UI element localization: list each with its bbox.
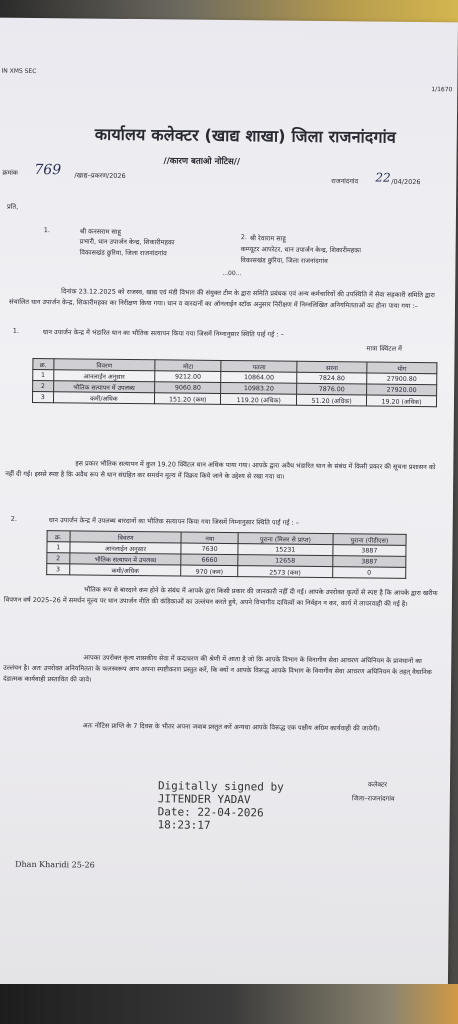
misconduct-paragraph: आपका उपरोक्त कृत्य शासकीय सेवा में कदाचरण की श्रेणी में आता है जो कि आपके विभाग के विनागीय सेवा आचरण अधिनियम के प्रावधानों का उल्लंघन है। अतः उपरोक्त अनियमितता के फलस्वरूप आप अपना स्पष्टीकरण प्रस्तुत करें, कि क्यों न आपके विरूद्ध आपके विभाग के विनागीय सेवा आचरण अधिनियम के तहत् वैधानिक दंडात्मक कार्यवाही प्रस्तावित की जावे। <box>3 653 432 684</box>
unit-note: मात्रा क्विंटल में <box>366 344 402 353</box>
table-cell: 151.20 (कम) <box>155 393 221 405</box>
point-2-text: धान उपार्जन केन्द्र में उपलब्ध बारदानों का भौतिक सत्यापन किया गया जिसमें निम्नानुसार स्थिति पाई गई : – <box>48 516 300 527</box>
table-cell: कमी/अधिक <box>69 564 181 576</box>
table-cell: 970 (कम) <box>181 565 238 577</box>
table-cell: भौतिक सत्यापन में उपलब्ध <box>69 553 181 565</box>
date-handwritten: 22 <box>375 170 391 185</box>
table-cell: 2 <box>47 553 70 564</box>
column-header: सरना <box>297 361 367 373</box>
signature-line-2: JITENDER YADAV <box>157 792 251 807</box>
table-cell: 19.20 (अधिक) <box>367 395 437 407</box>
table-cell: 1 <box>33 369 54 380</box>
ref-tail: /खाद्य–प्रकरण/2026 <box>74 171 126 180</box>
point-1-text: धान उपार्जन केन्द्र में भंडारित धान का भौतिक सत्यापन किया गया जिसमें निम्नानुसार स्थिति पाई गई : – <box>42 328 284 339</box>
table-cell: 9212.00 <box>155 371 221 383</box>
signature-line-4: 18:23:17 <box>157 818 211 832</box>
column-header: क्र. <box>47 531 70 542</box>
table-cell: 2 <box>33 380 54 391</box>
point-1-number: 1. <box>12 326 19 335</box>
addressee-1-name: श्री कनसराम साहू <box>79 227 121 236</box>
notice-page <box>0 18 458 998</box>
table-cell: 3887 <box>333 556 406 568</box>
point-2-number: 2. <box>10 514 18 523</box>
ref-label: क्रमांक <box>2 168 18 177</box>
corner-stamp-left: IN XMS SEC <box>1 67 37 75</box>
table-cell: 119.20 (अधिक) <box>221 393 297 405</box>
addressee-2-number: 2. <box>240 233 247 242</box>
table-cell: 7630 <box>181 543 238 555</box>
designation: कलेक्टर <box>367 780 387 789</box>
table-cell: आनलाईन अनुसार <box>53 370 155 382</box>
table-cell: 27920.00 <box>367 384 437 396</box>
signature-line-3: Date: 22-04-2026 <box>157 805 264 820</box>
gunny-bag-table <box>46 530 406 579</box>
column-header: योग <box>367 362 437 374</box>
signature-line-1: Digitally signed by <box>157 779 284 794</box>
office-title: कार्यालय कलेक्टर (खाद्य शाखा) जिला राजनांदगांव <box>94 124 397 147</box>
prati: प्रति, <box>6 202 19 211</box>
table-cell: 2573 (कम) <box>238 566 333 578</box>
intro-paragraph: दिनांक 23.12.2025 को राजस्व, खाद्य एवं मंडी विभाग की संयुक्त टीम के द्वारा समिति प्रबंधक एवं अन्य कर्मचारियों की उपस्थिति में सेवा सहकारी समिति द्वारा संचालित धान उपार्जन केन्द्र, शिकारीमहका का निरीक्षण किया गया। धान व बारदानों का ऑनलाईन स्टॉक अनुसार निरीक्षण में निम्नलिखित अनियमितताओं का होना पाया गया :– <box>8 287 435 310</box>
table-cell: 10983.20 <box>221 382 297 394</box>
table-cell: 12658 <box>238 555 333 567</box>
paddy-stock-table <box>32 358 437 407</box>
date-label: राजनांदगांव <box>331 177 359 186</box>
addressee-2-post: कम्प्यूटर आपरेटर, धान उपार्जन केन्द्र, शिकारीमहका <box>240 245 362 255</box>
table-cell: 27900.80 <box>367 373 437 385</box>
table-cell: 3 <box>47 564 70 575</box>
table-cell: 10864.00 <box>221 371 297 383</box>
column-header: विवरण <box>70 531 182 543</box>
digital-signature <box>158 779 284 832</box>
table-cell: 1 <box>47 542 70 553</box>
column-header: क्र. <box>33 358 54 369</box>
table-cell: 51.20 (अधिक) <box>297 394 367 406</box>
date-tail: /04/2026 <box>391 177 421 187</box>
footer-note: Dhan Kharidi 25-26 <box>15 859 95 870</box>
notice-title: //कारण बताओ नोटिस// <box>163 156 241 168</box>
column-header: नया <box>181 532 238 544</box>
table-cell: 9060.80 <box>155 382 221 394</box>
table-cell: 7876.00 <box>297 383 367 395</box>
column-header: पुराना (पीडीएस) <box>333 534 406 546</box>
addressee-1-number: 1. <box>43 226 51 235</box>
column-header: पतला <box>221 360 297 372</box>
addressee-2-name: श्री रेवाराम साहू <box>249 234 286 243</box>
addressee-1-post: प्रभारी, धान उपार्जन केन्द्र, शिकारीमहका <box>79 237 175 247</box>
corner-stamp-right: 1/1670 <box>431 86 453 94</box>
addressee-1-block: विकासखंड छुरिया, जिला राजनांदगांव <box>79 248 167 258</box>
table-cell: भौतिक सत्यापन में उपलब्ध <box>53 381 155 393</box>
separator: ...00... <box>222 269 242 278</box>
table-cell: 7824.80 <box>297 372 367 384</box>
table-cell: 0 <box>332 567 405 579</box>
column-header: पुराना (मिलर से प्राप्त) <box>238 533 333 545</box>
column-header: विवरण <box>53 359 155 371</box>
table-row <box>47 564 406 579</box>
after-table-1-paragraph: इस प्रकार भौतिक सत्यापन में कुल 19.20 क्विंटल धान अधिक पाया गया। आपके द्वारा अवैध भंडारित धान के संबंध में किसी प्रकार की सूचना प्रशासन को नहीं दी गई। इससे स्पष्ट है कि अवैध रूप से धान संग्रहित कर समर्थन मूल्य में विक्रय किये जाने के उद्देश्य से रखा गया था। <box>5 459 436 481</box>
addressee-2-block: विकासखंड छुरिया, जिला राजनांदगांव <box>240 256 328 266</box>
table-cell: 3 <box>32 391 53 402</box>
designation-district: जिला–राजनांदगांव <box>351 794 395 803</box>
table-cell: 6660 <box>181 554 238 566</box>
after-table-2-paragraph: भौतिक रूप से बारदाने कम होने के संबंध में आपके द्वारा किसी प्रकार की जानकारी नहीं दी गई। आपके उपरोक्त कृत्यों से स्पष्ट है कि आपके द्वारा खरीफ विपणन वर्ष 2025–26 में समर्थन मूल्य पर धान उपार्जन नीति की कंडिकाओं का उल्लंघन करते हुये, अपने विभागीय दायित्वों का निर्वहन न कर, कार्य में लापरवाही की गई है। <box>3 585 438 608</box>
table-cell: कमी/अधिक <box>53 392 155 404</box>
table-cell: 15231 <box>238 544 333 556</box>
deadline-paragraph: अतः नोटिस प्राप्ति के 7 दिवस के भीतर अपना जवाब प्रस्तुत करें अन्यथा आपके विरूद्ध एक पक्षीय अग्रिम कार्यवाही की जायेगी। <box>82 721 380 733</box>
table-cell: 3887 <box>333 545 406 557</box>
table-cell: आनलाईन अनुसार <box>70 542 182 554</box>
column-header: मोटा <box>155 360 221 372</box>
background-bottom <box>0 984 458 1024</box>
ref-number-handwritten: 769 <box>34 161 62 179</box>
